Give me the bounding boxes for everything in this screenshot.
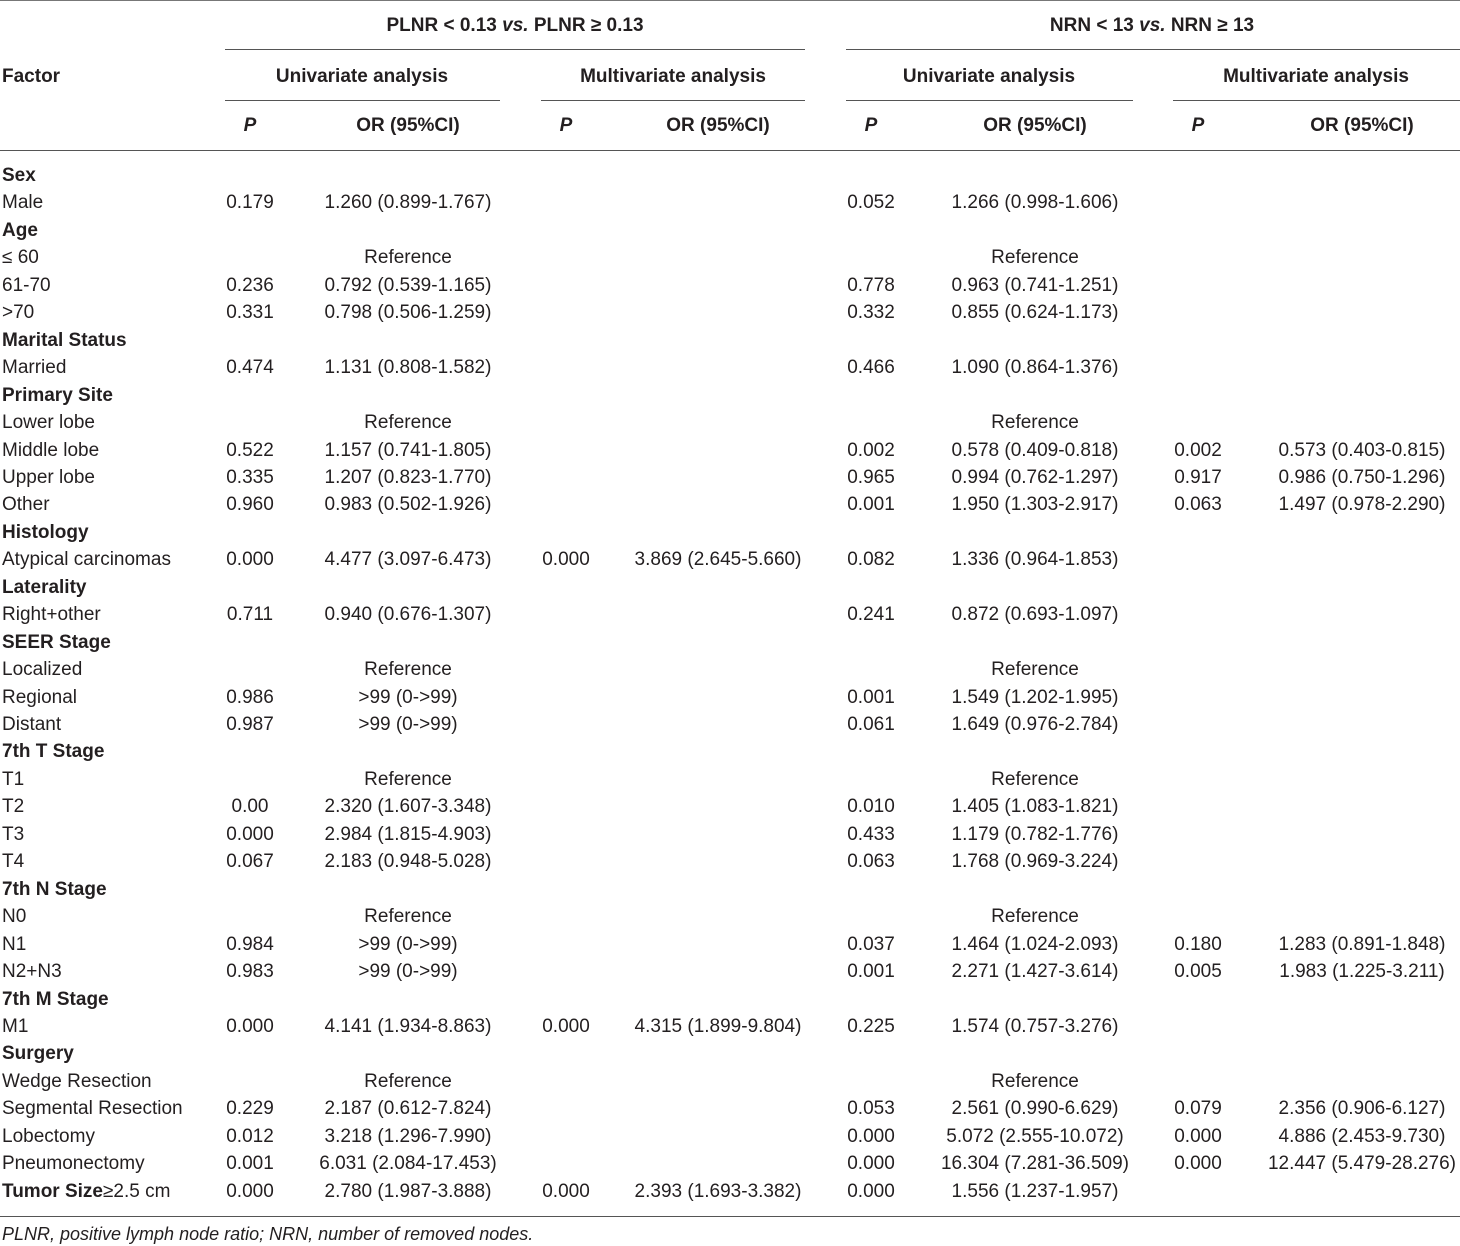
p-value-cell: 0.433	[847, 824, 895, 845]
or-ci-cell: 0.963 (0.741-1.251)	[951, 275, 1119, 296]
reference-label: Reference	[364, 906, 452, 927]
p-value-cell: 0.000	[226, 824, 274, 845]
p-value-cell: 0.960	[226, 494, 274, 515]
or-ci-cell: 1.405 (1.083-1.821)	[951, 796, 1119, 817]
factor-label: Right+other	[2, 604, 101, 625]
p-value-cell: 0.053	[847, 1098, 895, 1119]
group-label: 7th M Stage	[2, 989, 109, 1010]
or-ci-cell: 16.304 (7.281-36.509)	[940, 1153, 1130, 1174]
or-ci-cell: 0.578 (0.409-0.818)	[951, 440, 1119, 461]
factor-label: Middle lobe	[2, 440, 100, 461]
or-ci-cell: 2.393 (1.693-3.382)	[634, 1181, 802, 1202]
p-value-cell: 0.079	[1174, 1098, 1222, 1119]
p-value-cell: 0.063	[1174, 494, 1222, 515]
p-value-cell: 0.000	[542, 1016, 590, 1037]
factor-label: Lower lobe	[2, 412, 95, 433]
or-ci-cell: 1.983 (1.225-3.211)	[1279, 961, 1445, 982]
group-label: Primary Site	[2, 385, 113, 406]
multivariate-header-nrn: Multivariate analysis	[1223, 66, 1409, 87]
top-rule	[0, 0, 1460, 1]
factor-label: N2+N3	[2, 961, 62, 982]
factor-label: Male	[2, 192, 44, 213]
or-ci-cell: 1.950 (1.303-2.917)	[951, 494, 1119, 515]
or-ci-cell: 0.940 (0.676-1.307)	[324, 604, 492, 625]
or-header-4: OR (95%CI)	[1310, 115, 1414, 136]
factor-label: Distant	[2, 714, 62, 735]
or-header-2: OR (95%CI)	[666, 115, 770, 136]
p-value-cell: 0.000	[847, 1181, 895, 1202]
p-value-cell: 0.005	[1174, 961, 1222, 982]
p-value-cell: 0.474	[226, 357, 274, 378]
or-ci-cell: 0.994 (0.762-1.297)	[951, 467, 1119, 488]
factor-label: 61-70	[2, 275, 51, 296]
or-ci-cell: 1.464 (1.024-2.093)	[951, 934, 1119, 955]
or-ci-cell: 0.855 (0.624-1.173)	[951, 302, 1119, 323]
p-value-cell: 0.522	[226, 440, 274, 461]
p-value-cell: 0.711	[226, 604, 274, 625]
p-value-cell: 0.052	[847, 192, 895, 213]
or-ci-cell: 1.768 (0.969-3.224)	[951, 851, 1119, 872]
factor-label: Wedge Resection	[2, 1071, 152, 1092]
p-value-cell: 0.067	[226, 851, 274, 872]
p-value-cell: 0.000	[847, 1153, 895, 1174]
or-ci-cell: 1.157 (0.741-1.805)	[324, 440, 492, 461]
or-ci-cell: 2.187 (0.612-7.824)	[324, 1098, 492, 1119]
or-ci-cell: 2.356 (0.906-6.127)	[1278, 1098, 1446, 1119]
p-value-cell: 0.063	[847, 851, 895, 872]
p-value-cell: 0.001	[847, 687, 895, 708]
factor-label: Regional	[2, 687, 77, 708]
p-value-cell: 0.180	[1174, 934, 1222, 955]
factor-label: N1	[2, 934, 27, 955]
or-ci-cell: 0.986 (0.750-1.296)	[1278, 467, 1446, 488]
group-header-plnr: PLNR < 0.13 vs. PLNR ≥ 0.13	[386, 15, 644, 36]
factor-label: N0	[2, 906, 27, 927]
factor-label: Pneumonectomy	[2, 1153, 145, 1174]
p-value-cell: 0.225	[847, 1016, 895, 1037]
sub-rule-4	[1173, 100, 1460, 101]
bottom-rule	[0, 1216, 1460, 1217]
group-header-nrn: NRN < 13 vs. NRN ≥ 13	[1049, 15, 1255, 36]
or-ci-cell: 1.260 (0.899-1.767)	[324, 192, 492, 213]
or-ci-cell: 4.141 (1.934-8.863)	[324, 1016, 492, 1037]
p-value-cell: 0.986	[226, 687, 274, 708]
factor-label: T2	[2, 796, 25, 817]
or-ci-cell: 0.983 (0.502-1.926)	[324, 494, 492, 515]
or-ci-cell: 1.336 (0.964-1.853)	[951, 549, 1119, 570]
p-value-cell: 0.001	[226, 1153, 274, 1174]
p-value-cell: 0.000	[226, 1181, 274, 1202]
group-label: Laterality	[2, 577, 87, 598]
univariate-header-nrn: Univariate analysis	[902, 66, 1076, 87]
reference-label: Reference	[364, 659, 452, 680]
or-ci-cell: 1.549 (1.202-1.995)	[951, 687, 1119, 708]
p-value-cell: 0.000	[1174, 1126, 1222, 1147]
p-value-cell: 0.001	[847, 961, 895, 982]
or-ci-cell: 12.447 (5.479-28.276)	[1267, 1153, 1457, 1174]
or-ci-cell: >99 (0->99)	[358, 934, 458, 955]
or-ci-cell: 0.872 (0.693-1.097)	[951, 604, 1119, 625]
group-label: 7th N Stage	[2, 879, 107, 900]
or-ci-cell: 4.315 (1.899-9.804)	[634, 1016, 802, 1037]
p-value-cell: 0.229	[226, 1098, 274, 1119]
p-value-cell: 0.236	[226, 275, 274, 296]
or-ci-cell: 1.649 (0.976-2.784)	[951, 714, 1119, 735]
or-ci-cell: 3.869 (2.645-5.660)	[634, 549, 802, 570]
or-ci-cell: 2.271 (1.427-3.614)	[951, 961, 1119, 982]
factor-label: Married	[2, 357, 67, 378]
footnote: PLNR, positive lymph node ratio; NRN, number of removed nodes.	[2, 1224, 534, 1244]
p-value-cell: 0.037	[847, 934, 895, 955]
p-value-cell: 0.335	[226, 467, 274, 488]
p-value-cell: 0.010	[847, 796, 895, 817]
or-ci-cell: 6.031 (2.084-17.453)	[319, 1153, 497, 1174]
p-value-cell: 0.965	[847, 467, 895, 488]
or-ci-cell: >99 (0->99)	[358, 961, 458, 982]
p-header-4: P	[1191, 115, 1205, 136]
p-value-cell: 0.987	[226, 714, 274, 735]
p-value-cell: 0.332	[847, 302, 895, 323]
sub-rule-2	[541, 100, 805, 101]
or-ci-cell: >99 (0->99)	[358, 687, 458, 708]
factor-header: Factor	[2, 66, 61, 87]
p-header-1: P	[243, 115, 257, 136]
or-ci-cell: 4.477 (3.097-6.473)	[324, 549, 492, 570]
p-value-cell: 0.241	[847, 604, 895, 625]
p-value-cell: 0.002	[1174, 440, 1222, 461]
reference-label: Reference	[364, 1071, 452, 1092]
p-value-cell: 0.179	[226, 192, 274, 213]
p-value-cell: 0.012	[226, 1126, 274, 1147]
or-ci-cell: 1.266 (0.998-1.606)	[951, 192, 1119, 213]
group-label: SEER Stage	[2, 632, 111, 653]
or-ci-cell: 2.984 (1.815-4.903)	[324, 824, 492, 845]
or-ci-cell: 1.090 (0.864-1.376)	[951, 357, 1119, 378]
group-label: Surgery	[2, 1043, 74, 1064]
reference-label: Reference	[991, 906, 1079, 927]
p-header-2: P	[559, 115, 573, 136]
or-ci-cell: 2.561 (0.990-6.629)	[951, 1098, 1119, 1119]
factor-label: M1	[2, 1016, 29, 1037]
reference-label: Reference	[991, 247, 1079, 268]
or-ci-cell: 2.780 (1.987-3.888)	[324, 1181, 492, 1202]
reference-label: Reference	[364, 247, 452, 268]
or-ci-cell: 1.283 (0.891-1.848)	[1278, 934, 1446, 955]
or-ci-cell: 3.218 (1.296-7.990)	[324, 1126, 492, 1147]
factor-label: Segmental Resection	[2, 1098, 183, 1119]
or-ci-cell: 0.573 (0.403-0.815)	[1278, 440, 1446, 461]
factor-label: Localized	[2, 659, 83, 680]
group-label: Age	[2, 220, 38, 241]
group-label: Marital Status	[2, 330, 127, 351]
p-value-cell: 0.001	[847, 494, 895, 515]
factor-label: T1	[2, 769, 25, 790]
or-ci-cell: 2.183 (0.948-5.028)	[324, 851, 492, 872]
header-bottom-rule	[0, 150, 1460, 151]
p-value-cell: 0.983	[226, 961, 274, 982]
p-value-cell: 0.917	[1174, 467, 1222, 488]
p-value-cell: 0.984	[226, 934, 274, 955]
factor-label: >70	[2, 302, 35, 323]
sub-rule-3	[846, 100, 1133, 101]
group-label: Tumor Size≥2.5 cm	[2, 1181, 171, 1202]
reference-label: Reference	[364, 769, 452, 790]
p-value-cell: 0.000	[1174, 1153, 1222, 1174]
p-header-3: P	[864, 115, 878, 136]
or-header-1: OR (95%CI)	[356, 115, 460, 136]
reference-label: Reference	[991, 659, 1079, 680]
univariate-header-plnr: Univariate analysis	[275, 66, 449, 87]
or-header-3: OR (95%CI)	[983, 115, 1087, 136]
or-ci-cell: 1.574 (0.757-3.276)	[951, 1016, 1119, 1037]
group-label: 7th T Stage	[2, 741, 105, 762]
or-ci-cell: 1.497 (0.978-2.290)	[1278, 494, 1446, 515]
group-label: Sex	[2, 165, 36, 186]
p-value-cell: 0.000	[542, 1181, 590, 1202]
or-ci-cell: 5.072 (2.555-10.072)	[946, 1126, 1124, 1147]
p-value-cell: 0.061	[847, 714, 895, 735]
factor-label: Other	[2, 494, 50, 515]
factor-label: Lobectomy	[2, 1126, 95, 1147]
or-ci-cell: 1.556 (1.237-1.957)	[951, 1181, 1119, 1202]
or-ci-cell: 2.320 (1.607-3.348)	[324, 796, 492, 817]
reference-label: Reference	[991, 412, 1079, 433]
reference-label: Reference	[991, 1071, 1079, 1092]
p-value-cell: 0.00	[231, 796, 269, 817]
p-value-cell: 0.000	[226, 549, 274, 570]
or-ci-cell: 1.179 (0.782-1.776)	[951, 824, 1119, 845]
p-value-cell: 0.000	[542, 549, 590, 570]
group-rule-plnr	[225, 49, 805, 50]
factor-label: Atypical carcinomas	[2, 549, 171, 570]
group-label: Histology	[2, 522, 89, 543]
factor-label: T3	[2, 824, 25, 845]
p-value-cell: 0.002	[847, 440, 895, 461]
group-rule-nrn	[846, 49, 1460, 50]
sub-rule-1	[225, 100, 500, 101]
p-value-cell: 0.000	[226, 1016, 274, 1037]
or-ci-cell: >99 (0->99)	[358, 714, 458, 735]
or-ci-cell: 0.792 (0.539-1.165)	[324, 275, 492, 296]
p-value-cell: 0.778	[847, 275, 895, 296]
or-ci-cell: 1.207 (0.823-1.770)	[324, 467, 492, 488]
or-ci-cell: 4.886 (2.453-9.730)	[1278, 1126, 1446, 1147]
factor-label: T4	[2, 851, 25, 872]
multivariate-header-plnr: Multivariate analysis	[580, 66, 766, 87]
factor-label: ≤ 60	[2, 247, 39, 268]
p-value-cell: 0.000	[847, 1126, 895, 1147]
or-ci-cell: 1.131 (0.808-1.582)	[324, 357, 492, 378]
p-value-cell: 0.466	[847, 357, 895, 378]
reference-label: Reference	[364, 412, 452, 433]
p-value-cell: 0.082	[847, 549, 895, 570]
p-value-cell: 0.331	[226, 302, 274, 323]
factor-label: Upper lobe	[2, 467, 95, 488]
reference-label: Reference	[991, 769, 1079, 790]
or-ci-cell: 0.798 (0.506-1.259)	[324, 302, 492, 323]
